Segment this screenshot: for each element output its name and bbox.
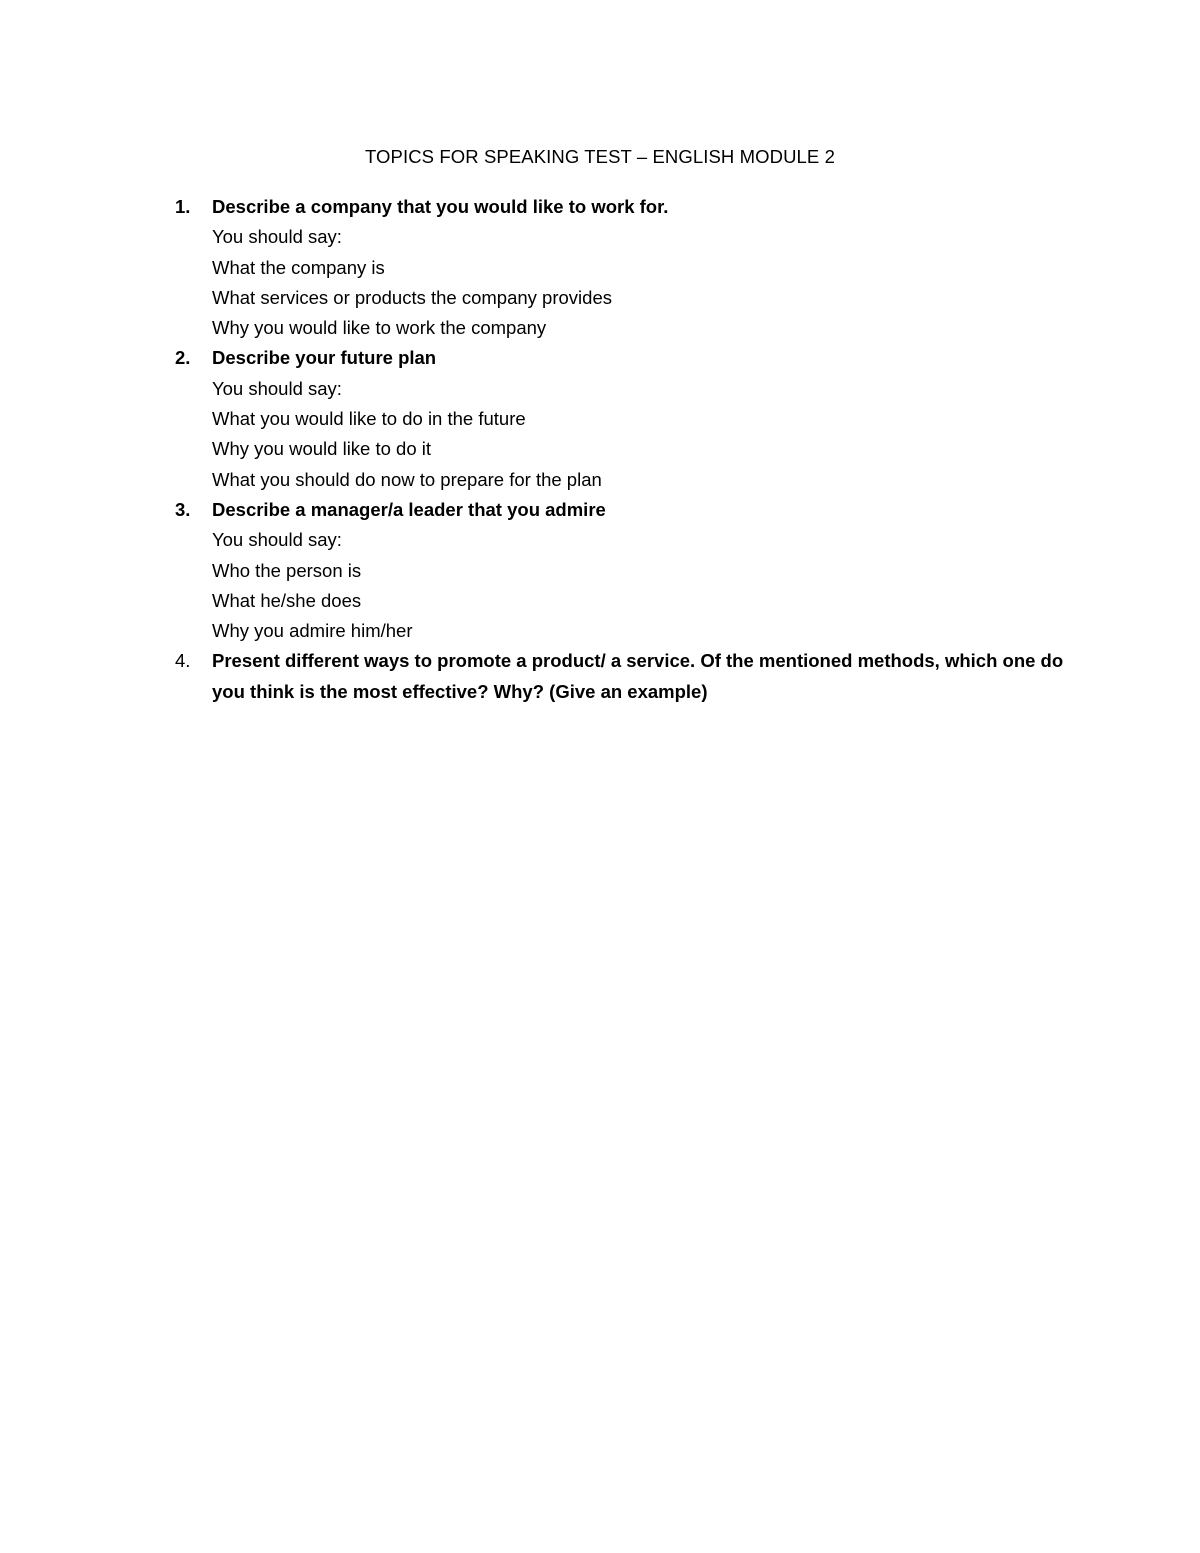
topic-prompt-line: What you would like to do in the future (212, 408, 526, 430)
topic-prompt-line: What he/she does (212, 589, 362, 611)
topic-heading: Describe your future plan (212, 347, 437, 369)
topic-prompt-line: Why you would like to work the company (212, 317, 547, 339)
topic-number: 1. (175, 196, 191, 217)
topic-item-4 (175, 646, 1075, 707)
document-title: TOPICS FOR SPEAKING TEST – ENGLISH MODULE 2 (364, 146, 835, 167)
topic-prompt-line: Who the person is (212, 559, 362, 581)
topic-number: 3. (175, 498, 191, 520)
topic-prompt-line: You should say: (212, 529, 342, 551)
topic-number: 2. (175, 347, 191, 369)
topic-prompt-line: Why you would like to do it (212, 438, 432, 460)
topic-heading: Present different ways to promote a product/ a service. Of the mentioned methods, which one do you think is the most effective? Why? (Give an example) (212, 650, 1064, 702)
topic-prompt-line: You should say: (212, 377, 342, 399)
topic-prompt-line: What the company is (212, 256, 385, 278)
topic-prompt-line: Why you admire him/her (212, 620, 413, 642)
topic-item-2 (175, 343, 1075, 494)
topic-list (175, 192, 1075, 707)
topic-prompt-line: What services or products the company provides (212, 286, 612, 308)
topic-heading: Describe a manager/a leader that you admire (212, 498, 606, 520)
topic-prompt-line: You should say: (212, 226, 342, 248)
topic-item-1 (175, 192, 1075, 343)
topic-number: 4. (175, 650, 191, 672)
topic-item-3 (175, 495, 1075, 646)
topic-prompt-line: What you should do now to prepare for the plan (212, 468, 602, 490)
topic-heading: Describe a company that you would like to work for. (212, 196, 669, 217)
